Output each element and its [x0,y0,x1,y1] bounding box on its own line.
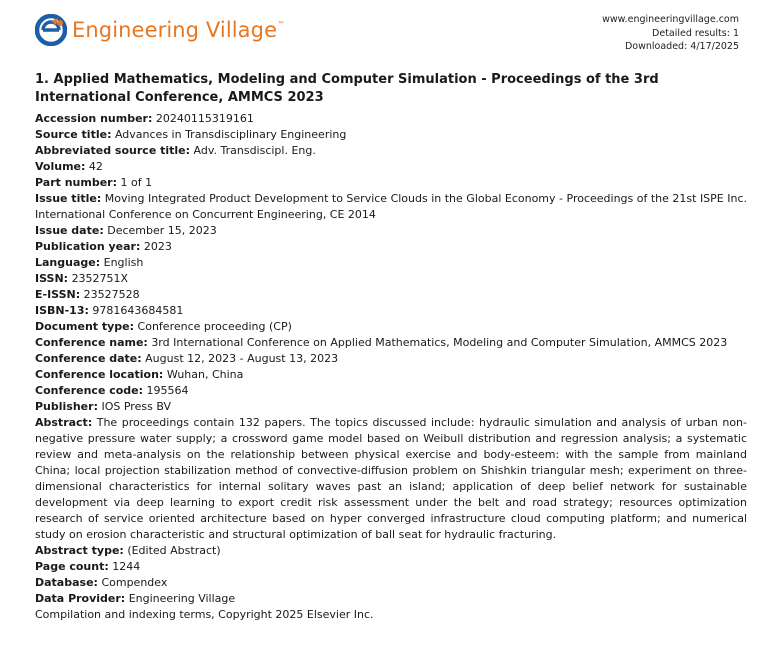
record-field [35,175,747,191]
field-value: Conference proceeding (CP) [137,320,292,333]
field-value: Wuhan, China [166,368,244,381]
field-label: Publication year: [35,240,141,253]
field-label: Document type: [35,320,135,333]
record-field [35,159,747,175]
field-label: Abstract: [35,416,93,429]
field-value: Adv. Transdiscipl. Eng. [193,144,316,157]
field-label: Abstract type: [35,544,124,557]
field-value: 3rd International Conference on Applied Mathematics, Modeling and Computer Simulation, AMMCS 2023 [151,336,728,349]
field-value: 195564 [146,384,189,397]
field-label: ISBN-13: [35,304,89,317]
record-field [35,591,747,607]
field-value: English [103,256,144,269]
engineering-village-logo-icon [35,14,67,46]
record-field [35,287,747,303]
record-field [35,383,747,399]
field-value: Moving Integrated Product Development to Service Clouds in the Global Economy - Proceedings of the 21st ISPE Inc. International Conference on Concurrent Engineering, CE 2014 [35,192,748,221]
field-value: IOS Press BV [101,400,172,413]
field-value: 1 of 1 [120,176,153,189]
field-label: Conference date: [35,352,142,365]
field-value: The proceedings contain 132 papers. The topics discussed include: hydraulic simulation and analysis of urban non-negative pressure water supply; a crossword game model based on Weibull distribution and regression analysis; a systematic review and meta-analysis on the relationship between physical exercise and body-esteem: with the sample from mainland China; local projection stabilization method of convective-diffusion problem on Shishkin triangular mesh; experiment on three-dimensional characteristics for internal solitary waves past an island; application of deep belief network for sustainable development via deep learning to export credit risk assessment under the belt and road strategy; resources optimization research of service oriented architecture based on hyper converged infrastructure cloud computing platform; and numerical study on erosion characteristic and structural optimization of ball seat for hydraulic fracturing. [35,416,747,541]
field-label: Publisher: [35,400,98,413]
field-list [35,111,747,607]
field-label: Source title: [35,128,112,141]
copyright-line: Compilation and indexing terms, Copyright 2025 Elsevier Inc. [35,608,374,621]
logo-wordmark [72,18,285,42]
field-label: Accession number: [35,112,153,125]
record-field [35,335,747,351]
detailed-results-count: Detailed results: 1 [652,27,739,39]
record-field [35,111,747,127]
record-field [35,303,747,319]
site-url: www.engineeringvillage.com [602,14,739,25]
field-label: Data Provider: [35,592,126,605]
engineering-village-logo [35,14,285,46]
field-label: Conference code: [35,384,144,397]
field-value: 9781643684581 [92,304,184,317]
field-label: E-ISSN: [35,288,81,301]
field-value: December 15, 2023 [107,224,217,237]
field-label: ISSN: [35,272,69,285]
field-value: 23527528 [83,288,140,301]
record-field [35,399,747,415]
record-field [35,223,747,239]
record-field [35,559,747,575]
brand-name: Engineering Village [72,18,278,42]
record-field [35,543,747,559]
field-value: 20240115319161 [155,112,254,125]
field-label: Issue title: [35,192,102,205]
field-label: Language: [35,256,101,269]
field-value: (Edited Abstract) [127,544,221,557]
field-value: August 12, 2023 - August 13, 2023 [145,352,339,365]
field-value: 42 [88,160,103,173]
record-field [35,127,747,143]
record-title: 1. Applied Mathematics, Modeling and Computer Simulation - Proceedings of the 3rd International Conference, AMMCS 2023 [35,72,659,105]
record-field [35,319,747,335]
field-label: Part number: [35,176,117,189]
record-field [35,271,747,287]
download-meta [602,13,739,54]
record-fields [35,111,747,623]
field-label: Database: [35,576,98,589]
trademark-symbol: ™ [277,20,286,29]
field-value: 1244 [112,560,141,573]
record-field [35,415,747,543]
field-label: Volume: [35,160,86,173]
record-field [35,367,747,383]
field-label: Page count: [35,560,109,573]
record-field [35,255,747,271]
record-field [35,239,747,255]
field-value: Engineering Village [128,592,236,605]
field-value: 2352751X [71,272,129,285]
field-value: 2023 [143,240,172,253]
download-date: Downloaded: 4/17/2025 [624,41,739,52]
field-label: Abbreviated source title: [35,144,191,157]
record-field [35,191,747,223]
field-label: Conference name: [35,336,148,349]
field-label: Issue date: [35,224,104,237]
field-label: Conference location: [35,368,164,381]
record-field [35,143,747,159]
field-value: Compendex [101,576,168,589]
record-field [35,351,747,367]
field-value: Advances in Transdisciplinary Engineering [114,128,347,141]
record-field [35,575,747,591]
